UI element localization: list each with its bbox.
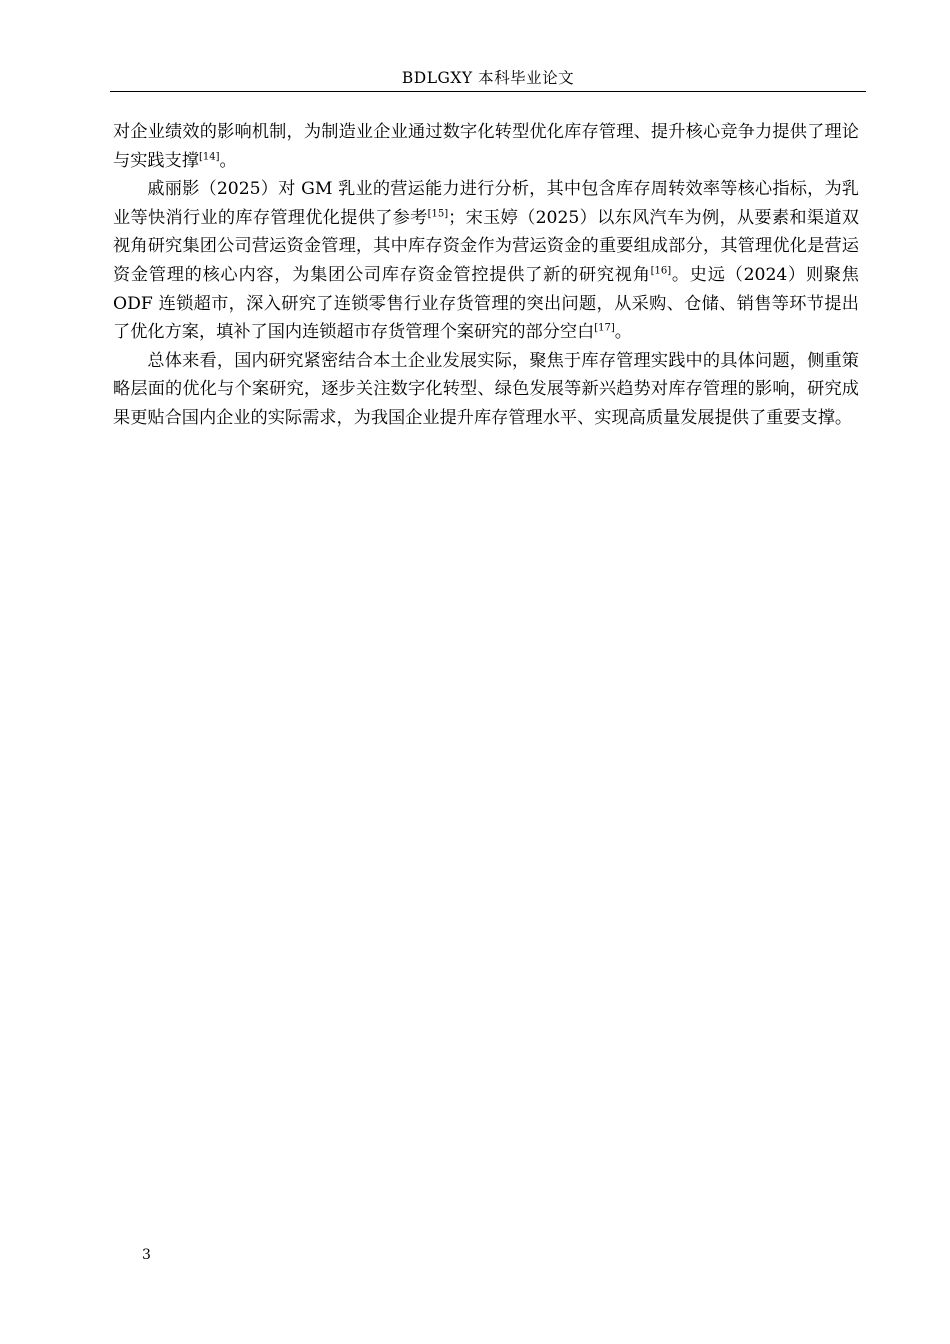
page-number: 3	[142, 1247, 151, 1263]
paragraph-text: 。	[614, 322, 632, 343]
citation-ref: [15]	[427, 208, 449, 220]
paragraph	[113, 175, 859, 347]
running-header: BDLGXY 本科毕业论文	[401, 69, 575, 87]
paragraph	[113, 118, 859, 175]
citation-ref: [16]	[650, 265, 672, 277]
paragraph-text: 。史远（2024）则聚焦 ODF 连锁超市，深入研究了连锁零售行业存货管理的突出问题，从采购、仓储、销售等环节提出了优化方案，填补了国内连锁超市存货管理个案研究的部分空白	[113, 264, 859, 343]
citation-ref: [14]	[198, 150, 220, 162]
citation-ref: [17]	[594, 322, 615, 334]
header-rule	[110, 91, 866, 92]
body-text	[113, 118, 859, 433]
paragraph-text: 对企业绩效的影响机制，为制造业企业通过数字化转型优化库存管理、提升核心竞争力提供了理论与实践支撑	[113, 122, 859, 171]
paragraph-text: 总体来看，国内研究紧密结合本土企业发展实际，聚焦于库存管理实践中的具体问题，侧重策略层面的优化与个案研究，逐步关注数字化转型、绿色发展等新兴趋势对库存管理的影响，研究成果更贴合国内企业的实际需求，为我国企业提升库存管理水平、实现高质量发展提供了重要支撑。	[113, 350, 859, 428]
paragraph-text: 。	[219, 150, 237, 171]
paragraph-text: ；宋玉婷（2025）以东风汽车为例，从要素和渠道双视角研究集团公司营运资金管理，其中库存资金作为营运资金的重要组成部分，其管理优化是营运资金管理的核心内容，为集团公司库存资金管控提供了新的研究视角	[113, 207, 859, 285]
paragraph	[113, 347, 859, 433]
paragraph-text: 戚丽影（2025）对 GM 乳业的营运能力进行分析，其中包含库存周转效率等核心指标，为乳业等快消行业的库存管理优化提供了参考	[113, 179, 859, 228]
